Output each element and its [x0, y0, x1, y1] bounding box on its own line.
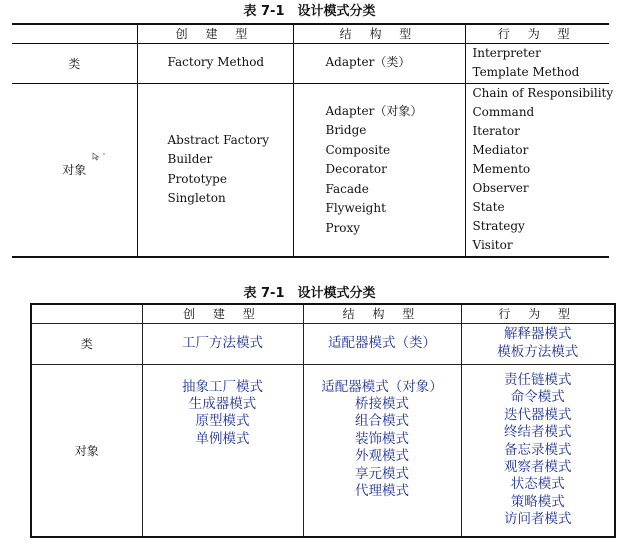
cell-object-behavioral	[461, 364, 615, 537]
pattern-item: Command	[472, 105, 535, 120]
cell-object-structural	[293, 83, 465, 257]
pattern-item: State	[472, 200, 505, 215]
pattern-item: Memento	[472, 162, 531, 177]
table2-caption: 表 7-1 设计模式分类	[243, 286, 376, 301]
cell-class-behavioral	[465, 43, 609, 83]
pattern-item: 迭代器模式	[504, 406, 572, 423]
pattern-item: 责任链模式	[504, 371, 572, 388]
header-creational: 创 建 型	[137, 24, 293, 43]
pattern-item: Chain of Responsibility	[472, 86, 614, 101]
pattern-item: 适配器模式（类）	[328, 334, 436, 351]
pattern-item: 原型模式	[195, 413, 250, 430]
pattern-item: 状态模式	[510, 476, 565, 493]
pattern-item: 生成器模式	[188, 395, 257, 412]
header-structural: 结 构 型	[303, 304, 461, 323]
pattern-item: 解释器模式	[504, 326, 572, 343]
header-empty	[31, 304, 142, 323]
cell-object-creational	[137, 83, 293, 257]
pattern-item: 抽象工厂模式	[182, 378, 263, 395]
header-creational: 创 建 型	[142, 304, 303, 323]
pattern-item: Singleton	[167, 191, 226, 206]
table1-caption: 表 7-1 设计模式分类	[243, 4, 376, 19]
design-pattern-table-english	[12, 23, 614, 258]
pattern-item: 观察者模式	[504, 458, 572, 475]
pattern-item: Decorator	[325, 162, 387, 176]
pattern-item: 命令模式	[510, 389, 565, 406]
pattern-item: Bridge	[325, 123, 367, 137]
cell-object-structural	[303, 364, 461, 537]
pattern-item: Composite	[325, 142, 391, 157]
pattern-item: Facade	[325, 181, 369, 196]
pattern-item: 适配器模式（对象）	[321, 378, 443, 395]
row-label-object: 对象	[31, 364, 142, 537]
pattern-item: Flyweight	[325, 201, 386, 215]
row-label-class: 类	[31, 323, 142, 364]
pattern-item: 代理模式	[355, 482, 409, 499]
pattern-item: Adapter（对象）	[325, 103, 423, 118]
pattern-item: 外观模式	[355, 448, 409, 465]
pattern-item: 工厂方法模式	[182, 334, 263, 351]
pattern-item: Factory Method	[167, 55, 265, 70]
pattern-item: Strategy	[472, 219, 525, 234]
cell-object-creational	[142, 364, 303, 537]
cell-class-structural	[303, 323, 461, 364]
pattern-item: Abstract Factory	[167, 132, 270, 147]
pattern-item: Template Method	[472, 65, 580, 79]
row-label-class: 类	[12, 43, 137, 83]
pattern-item: Iterator	[472, 124, 520, 139]
header-structural: 结 构 型	[293, 24, 465, 43]
row-label-object: 对象	[12, 83, 137, 257]
pattern-item: 备忘录模式	[504, 441, 572, 458]
pattern-item: Proxy	[325, 220, 361, 235]
pattern-item: Observer	[472, 181, 529, 196]
mouse-pointer-icon	[92, 152, 106, 162]
pattern-item: 终结者模式	[504, 424, 572, 441]
pattern-item: 享元模式	[355, 465, 409, 482]
pattern-item: Visitor	[472, 238, 513, 253]
pattern-item: Adapter（类）	[325, 55, 411, 70]
header-behavioral: 行 为 型	[465, 24, 609, 43]
header-behavioral: 行 为 型	[461, 304, 615, 323]
design-pattern-table-chinese	[30, 303, 616, 538]
pattern-item: 策略模式	[510, 493, 565, 510]
pattern-item: 桥接模式	[355, 395, 409, 412]
cell-class-structural	[293, 43, 465, 83]
pattern-item: 装饰模式	[355, 430, 409, 447]
cell-class-creational	[142, 323, 303, 364]
header-empty	[12, 24, 137, 43]
pattern-item: Interpreter	[472, 45, 541, 60]
cell-class-behavioral	[461, 323, 615, 364]
pattern-item: 组合模式	[355, 413, 409, 430]
pattern-item: 访问者模式	[504, 511, 572, 528]
pattern-item: Mediator	[472, 143, 529, 158]
pattern-item: Builder	[167, 152, 213, 167]
cell-object-behavioral	[465, 83, 614, 257]
pattern-item: 单例模式	[195, 430, 250, 447]
pattern-item: Prototype	[167, 171, 227, 186]
cell-class-creational	[137, 43, 293, 83]
pattern-item: 模板方法模式	[497, 343, 579, 360]
